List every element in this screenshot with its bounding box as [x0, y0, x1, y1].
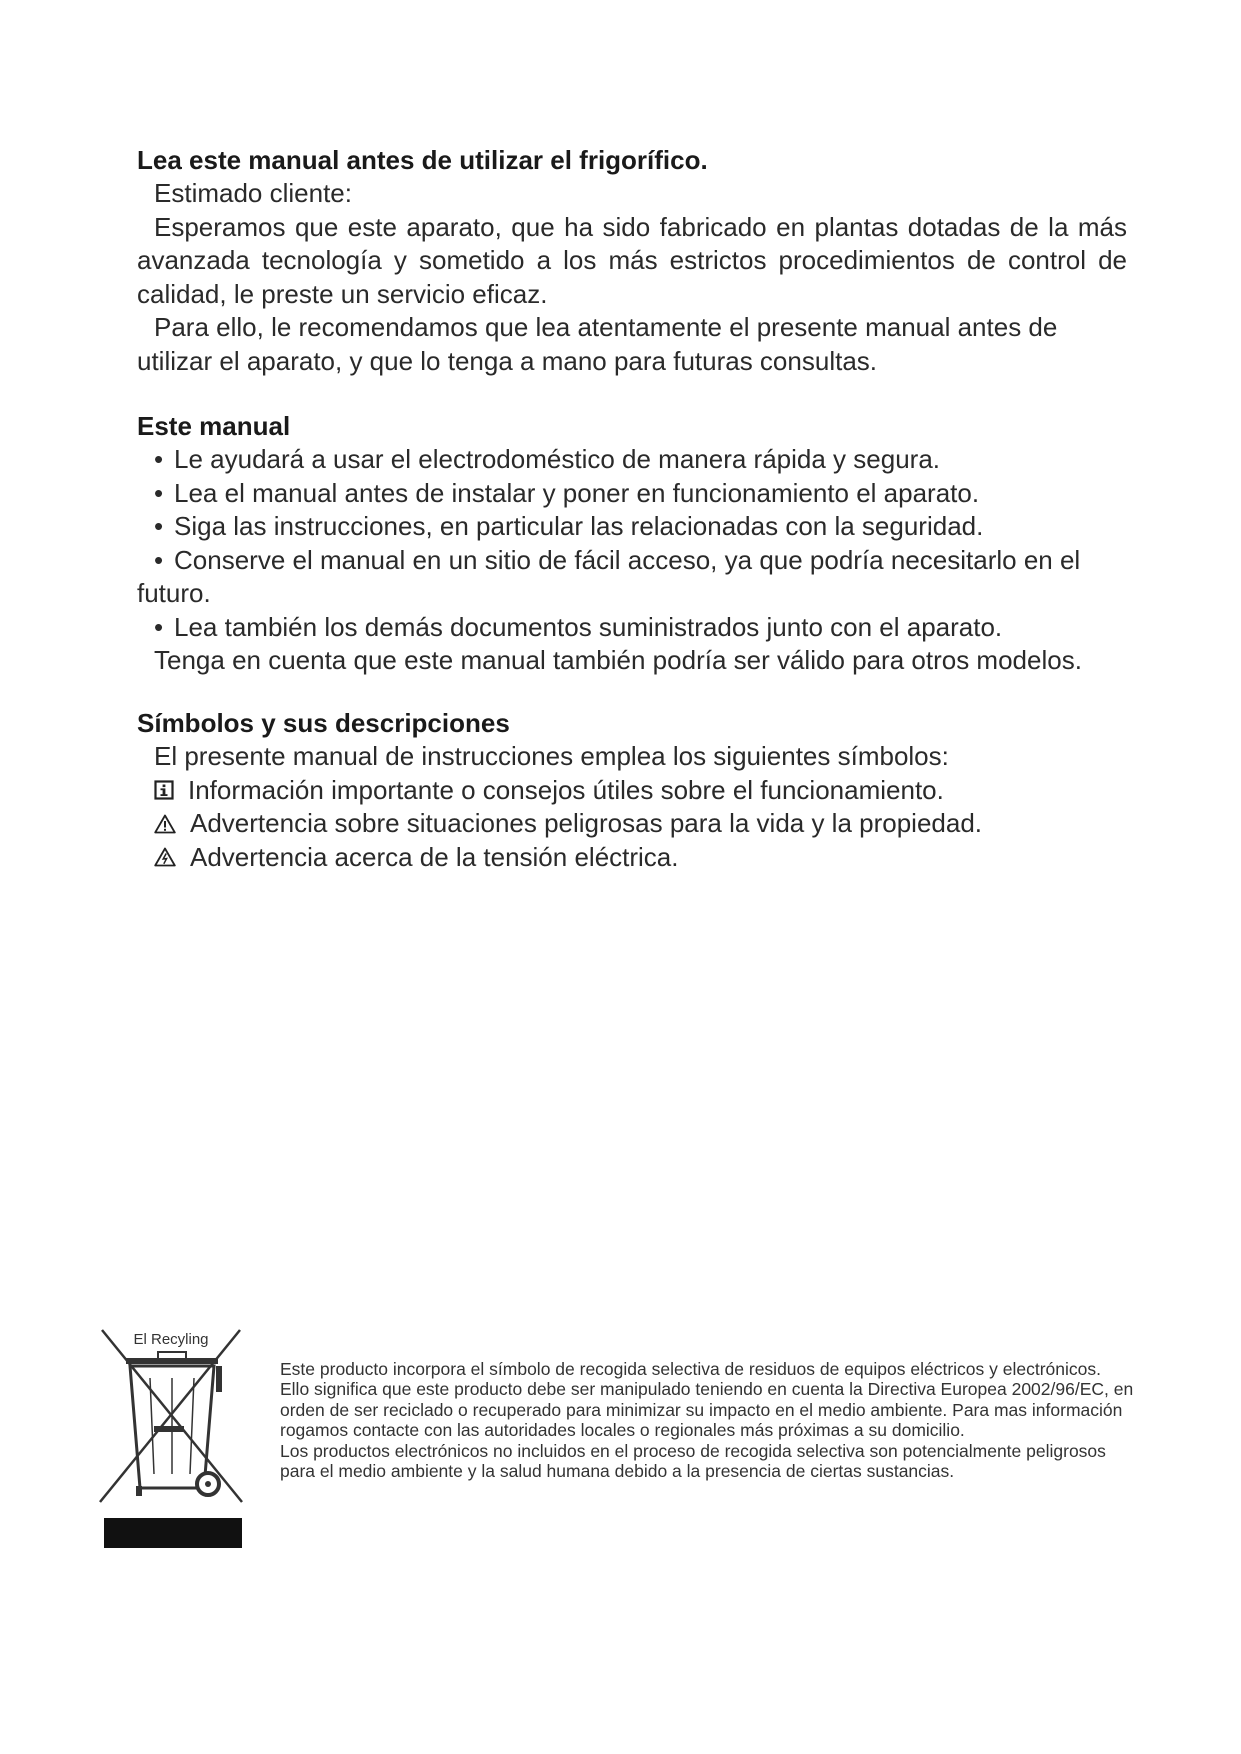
manual-note: Tenga en cuenta que este manual también podría ser válido para otros modelos.	[154, 645, 1082, 675]
symbol-text: Advertencia sobre situaciones peligrosas para la vida y la propiedad.	[190, 808, 983, 838]
symbols-section	[137, 706, 1127, 874]
bullet-text: Lea también los demás documentos suministrados junto con el aparato.	[174, 611, 1003, 642]
list-item	[137, 510, 1127, 544]
symbol-row-warning	[137, 807, 1127, 841]
section-title-symbols: Símbolos y sus descripciones	[137, 708, 510, 738]
recycling-line-1: Este producto incorpora el símbolo de recogida selectiva de residuos de equipos eléctricos y electrónicos.	[280, 1359, 1102, 1379]
recycling-line-3: Los productos electrónicos no incluidos en el proceso de recogida selectiva son potencialmente peligrosos para el medio ambiente y la salud humana debido a la presencia de ciertas sustancias.	[280, 1440, 1106, 1482]
recycling-logo-label: El Recyling	[133, 1331, 209, 1348]
greeting: Estimado cliente:	[154, 178, 352, 208]
intro-section	[137, 143, 1127, 378]
symbol-row-info	[137, 774, 1127, 808]
intro-paragraph-1: Esperamos que este aparato, que ha sido fabricado en plantas dotadas de la más avanzada tecnología y sometido a los más estrictos procedimientos de control de calidad, le preste un servicio eficaz.	[137, 211, 1127, 309]
bullet-icon: •	[154, 511, 164, 541]
bullet-icon: •	[154, 544, 164, 575]
symbols-intro: El presente manual de instrucciones emplea los siguientes símbolos:	[154, 741, 949, 771]
info-icon	[154, 780, 174, 800]
bullet-icon: •	[154, 477, 164, 508]
recycling-line-2: Ello significa que este producto debe ser manipulado teniendo en cuenta la Directiva Europea 2002/96/EC, en orden de ser reciclado o recuperado para minimizar su impacto en el medio ambiente. Para mas información rogamos contacte con las autoridades locales o regionales más próximas a su domicilio.	[280, 1379, 1134, 1441]
bullet-text: Le ayudará a usar el electrodoméstico de manera rápida y segura.	[174, 444, 940, 474]
intro-paragraph-2: Para ello, le recomendamos que lea atentamente el presente manual antes de utilizar el aparato, y que lo tenga a mano para futuras consultas.	[137, 312, 1058, 376]
bullet-text: Siga las instrucciones, en particular las relacionadas con la seguridad.	[174, 511, 984, 541]
electric-warning-icon	[154, 847, 176, 867]
section-title-manual: Este manual	[137, 411, 291, 441]
list-item	[137, 443, 1127, 477]
symbol-row-electric	[137, 841, 1127, 875]
bullet-text: Lea el manual antes de instalar y poner en funcionamiento el aparato.	[174, 477, 980, 508]
weee-recycling-logo	[96, 1322, 246, 1554]
list-item	[137, 544, 1127, 611]
list-item	[137, 477, 1127, 511]
symbol-text: Información importante o consejos útiles sobre el funcionamiento.	[188, 774, 944, 805]
manual-section	[137, 409, 1127, 678]
list-item	[137, 611, 1127, 645]
symbol-text: Advertencia acerca de la tensión eléctrica.	[190, 841, 679, 872]
warning-triangle-icon	[154, 814, 176, 834]
page-title: Lea este manual antes de utilizar el frigorífico.	[137, 145, 708, 175]
recycling-notice	[280, 1359, 1140, 1481]
bullet-icon: •	[154, 444, 164, 474]
bullet-icon: •	[154, 611, 164, 642]
bullet-text: Conserve el manual en un sitio de fácil acceso, ya que podría necesitarlo en el futuro.	[137, 544, 1081, 608]
